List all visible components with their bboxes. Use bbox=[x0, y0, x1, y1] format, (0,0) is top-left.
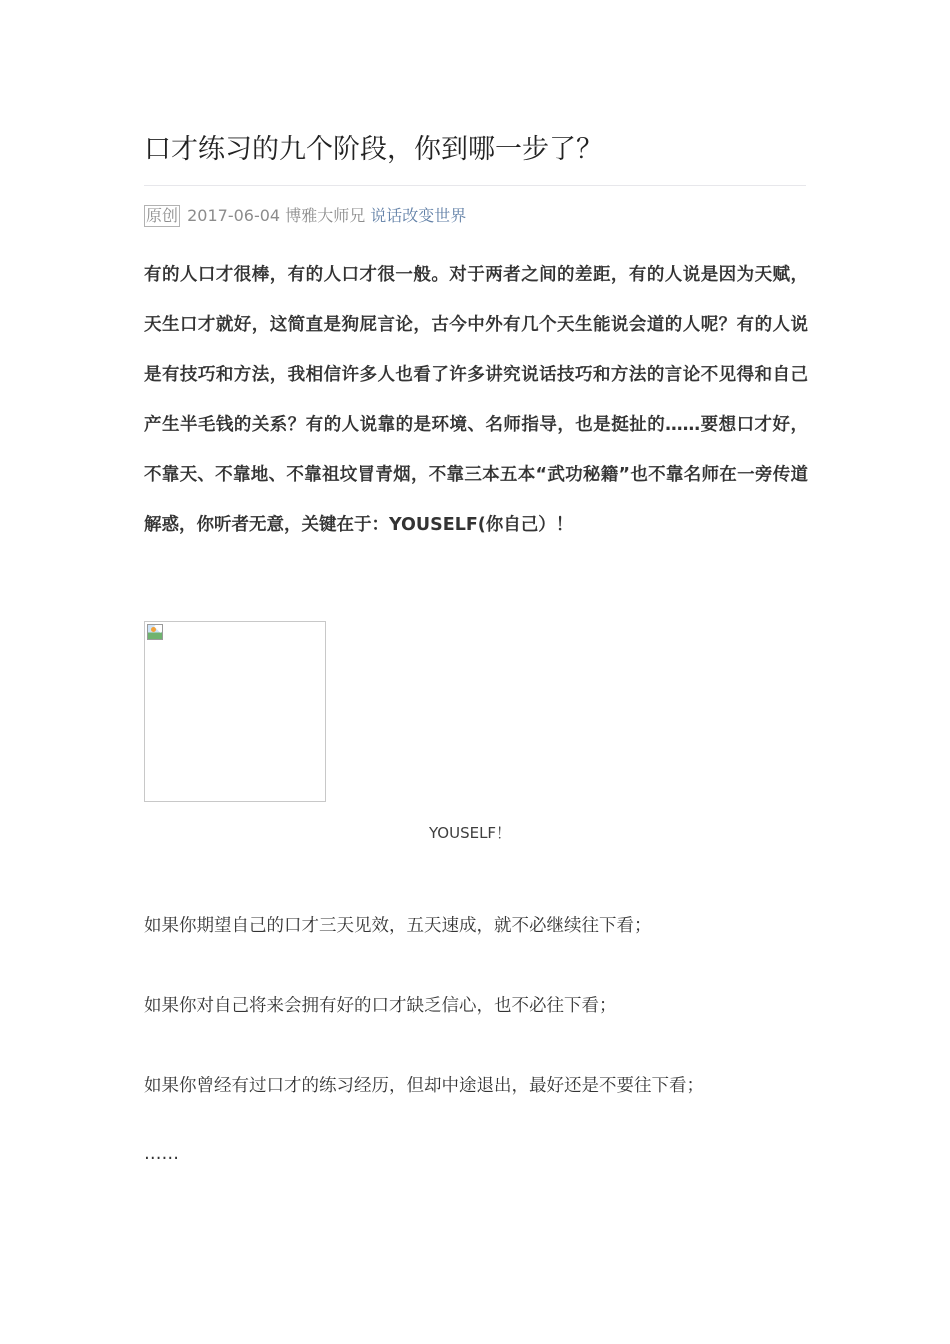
account-link[interactable]: 说话改变世界 bbox=[370, 206, 467, 225]
original-tag: 原创 bbox=[146, 206, 179, 225]
title-divider bbox=[144, 185, 806, 186]
article-meta bbox=[144, 204, 466, 228]
broken-image-icon bbox=[147, 624, 163, 640]
body-paragraph-ellipsis: …… bbox=[144, 1144, 179, 1164]
image-caption: YOUSELF！ bbox=[428, 824, 512, 842]
author-name: 博雅大师兄 bbox=[285, 206, 366, 225]
body-paragraph-1: 如果你期望自己的口才三天见效，五天速成，就不必继续往下看； bbox=[144, 916, 652, 936]
body-paragraph-3: 如果你曾经有过口才的练习经历，但却中途退出，最好还是不要往下看； bbox=[144, 1076, 704, 1096]
intro-paragraph: 有的人口才很棒，有的人口才很一般。对于两者之间的差距，有的人说是因为天赋，天生口才就好，这简直是狗屁言论，古今中外有几个天生能说会道的人呢？有的人说是有技巧和方法，我相信许多人也看了许多讲究说话技巧和方法的言论不见得和自己产生半毛钱的关系？有的人说靠的是环境、名师指导，也是挺扯的……要想口才好，不靠天、不靠地、不靠祖坟冒青烟，不靠三本五本“武功秘籍”也不靠名师在一旁传道解惑，你听者无意，关键在于：YOUSELF(你自己）！ bbox=[144, 265, 808, 535]
article-image[interactable] bbox=[144, 621, 326, 802]
body-paragraph-2: 如果你对自己将来会拥有好的口才缺乏信心，也不必往下看； bbox=[144, 996, 617, 1016]
broken-image-tear bbox=[154, 624, 163, 633]
publish-date: 2017-06-04 bbox=[187, 206, 281, 225]
article-title: 口才练习的九个阶段，你到哪一步了？ bbox=[144, 134, 603, 165]
